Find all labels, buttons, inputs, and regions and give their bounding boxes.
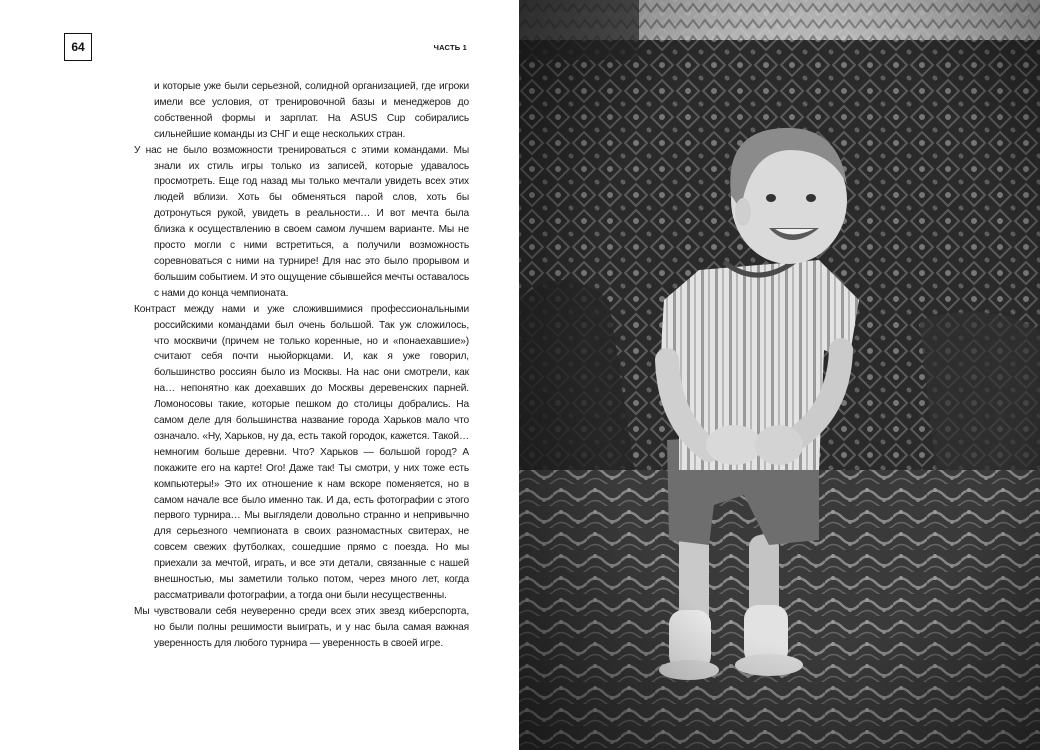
child-photo (519, 0, 1040, 750)
paragraph-2: У нас не было возможности тренироваться с этими командами. Мы знали их стиль игры только из записей, которые удавалось просмотреть. Еще год назад мы только мечтали увидеть всех этих людей вблизи. Хоть бы обменяться парой слов, хоть бы дотронуться рукой, увидеть в реальности… И вот мечта была близка к осуществлению в своем самом лучшем варианте. Мы не просто могли с ними встретиться, а получили возможность соревноваться с ними на турнире! Для нас это было прорывом и большим событием. И это ощущение сбывшейся мечты оставалось с нами до конца чемпионата. (134, 144, 469, 299)
page-number: 64 (64, 33, 92, 61)
paragraph-4: Мы чувствовали себя неуверенно среди всех этих звезд киберспорта, но были полны решимости выиграть, и у нас была самая важная уверенность для любого турнира — уверенность в своей игре. (134, 605, 469, 649)
paragraph-1: и которые уже были серьезной, солидной организацией, где игроки имели все условия, от тренировочной базы и менеджеров до собственной формы и зарплат. На ASUS Cup собирались сильнейшие команды из СНГ и еще нескольких стран. (154, 81, 469, 140)
paragraph-3: Контраст между нами и уже сложившимися профессиональными российскими командами был очень большой. Так уж сложилось, что москвичи (причем не только коренные, но и «понаехавшие») считают себя почти ньюйоркцами. И, как я уже говорил, большинство россиян было из Москвы. На нас они смотрели, как на… непонятно как доехавших до Москвы деревенских парней. Ломоносовы такие, которые пешком до столицы добрались. На самом деле для большинства название города Харьков мало что означало. «Ну, Харьков, ну да, есть такой городок, кажется. Такой… немногим больше деревни. Что? Харьков — большой город? А покажите его на карте! Ого! Даже так! Ты смотри, у них тоже есть компьютеры!» Это их отношение к нам вскоре поменяется, но в самом начале все было именно так. И да, есть фотографии с этого первого турнира… Мы выглядели довольно странно и непривычно для серьезного чемпионата в своих разномастных свитерах, не совсем свежих футболках, сошедшие прямо с поезда. Но мы приехали за мечтой, играть, и все эти детали, связанные с нашей внешностью, мы заметили только потом, через много лет, когда рассматривали фотографии, а тогда они были несущественны. (134, 303, 469, 601)
photo-page (519, 0, 1040, 750)
body-text (134, 79, 469, 652)
running-head: ЧАСТЬ 1 (433, 43, 467, 52)
text-page (0, 0, 519, 750)
